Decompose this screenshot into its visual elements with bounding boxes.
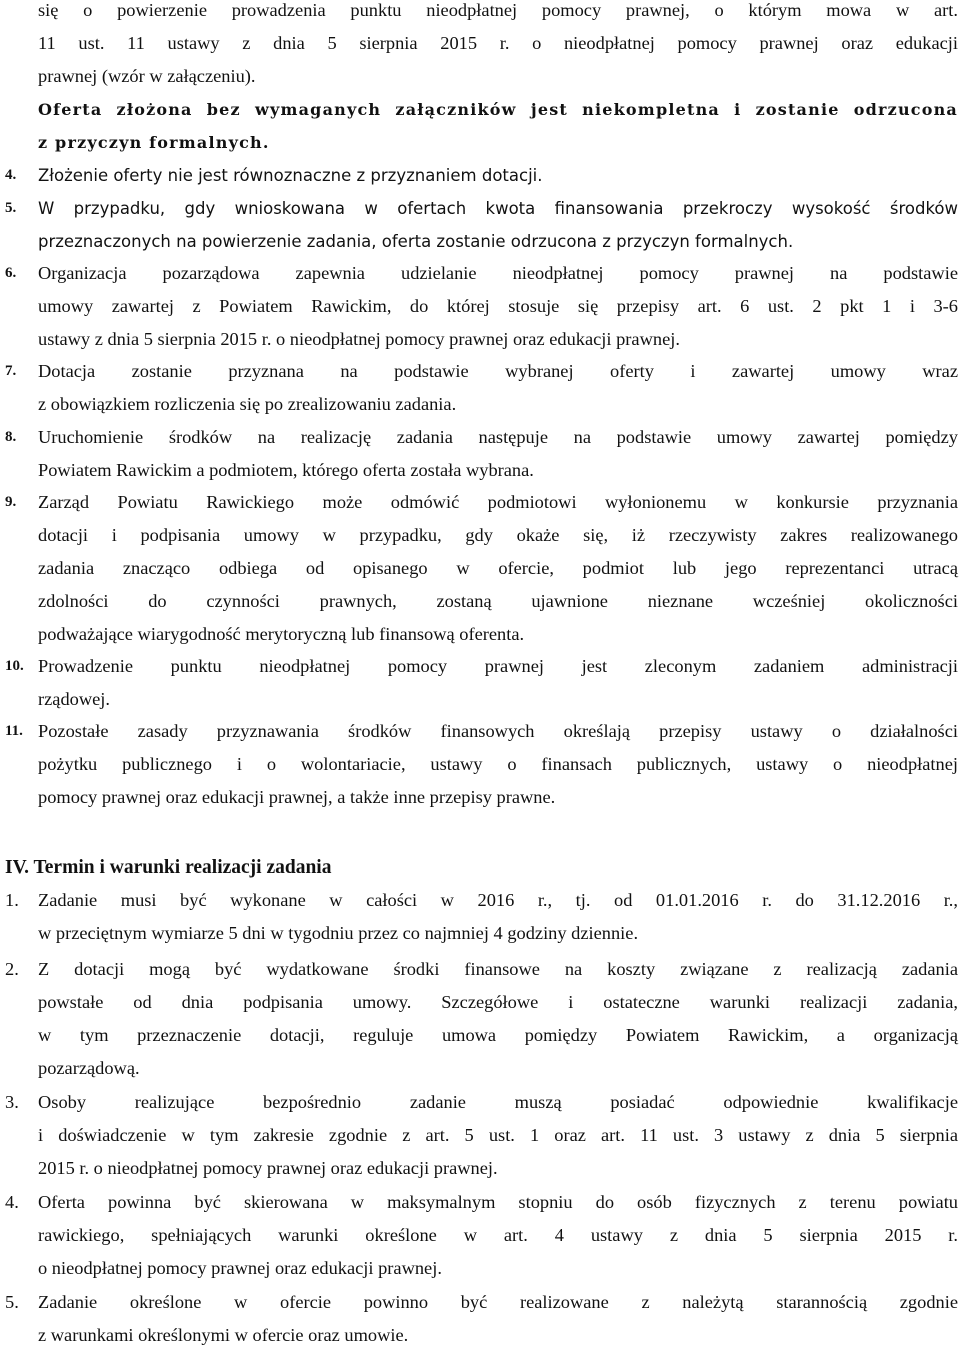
item-number: 4. <box>5 167 17 183</box>
text-line: powstałe od dnia podpisania umowy. Szczegółowe i ostateczne warunki realizacji zadania, <box>38 992 958 1012</box>
list-item <box>5 192 958 258</box>
text-line: zdolności do czynności prawnych, zostaną ujawnione nieznane wcześniej okoliczności <box>38 591 958 611</box>
text-line: Złożenie oferty nie jest równoznaczne z przyznaniem dotacji. <box>38 166 543 185</box>
text-line: umowy zawartej z Powiatem Rawickim, do której stosuje się przepisy art. 6 ust. 2 pkt 1 i 3-6 <box>38 296 958 316</box>
list-item <box>5 486 958 651</box>
text-line: ustawy z dnia 5 sierpnia 2015 r. o nieodpłatnej pomocy prawnej oraz edukacji prawnej. <box>38 329 680 349</box>
text-line: Prowadzenie punktu nieodpłatnej pomocy prawnej jest zleconym zadaniem administracji <box>38 656 958 676</box>
text-line: 2015 r. o nieodpłatnej pomocy prawnej oraz edukacji prawnej. <box>38 1158 498 1178</box>
text-line: pomocy prawnej oraz edukacji prawnej, a także inne przepisy prawne. <box>38 787 556 807</box>
item-number: 5. <box>5 200 17 216</box>
text-line: Zarząd Powiatu Rawickiego może odmówić podmiotowi wyłonionemu w konkursie przyznania <box>38 492 958 512</box>
item-number: 4. <box>5 1192 19 1212</box>
item-number: 6. <box>5 265 17 281</box>
list-item <box>5 953 958 1085</box>
item-number: 3. <box>5 1092 19 1112</box>
text-line: z obowiązkiem rozliczenia się po zrealizowaniu zadania. <box>38 394 457 414</box>
text-line: rawickiego, spełniających warunki określone w art. 4 ustawy z dnia 5 sierpnia 2015 r. <box>38 1225 958 1245</box>
text-line: Dotacja zostanie przyznana na podstawie wybranej oferty i zawartej umowy wraz <box>38 361 958 381</box>
list-item <box>5 257 958 356</box>
text-line: Oferta złożona bez wymaganych załączników jest niekompletna i zostanie odrzucona <box>38 100 958 119</box>
text-line: z przyczyn formalnych. <box>38 133 270 152</box>
text-line: Pozostałe zasady przyznawania środków finansowych określają przepisy ustawy o działalności <box>38 721 958 741</box>
text-line: i doświadczenie w tym zakresie zgodnie z art. 5 ust. 1 oraz art. 11 ust. 3 ustawy z dnia 5 sierpnia <box>38 1125 958 1145</box>
text-line: rządowej. <box>38 689 110 709</box>
text-line: prawnej (wzór w załączeniu). <box>38 66 256 86</box>
text-line: W przypadku, gdy wnioskowana w ofertach kwota finansowania przekroczy wysokość środków <box>38 199 958 218</box>
text-line: w przeciętnym wymiarze 5 dni w tygodniu przez co najmniej 4 godziny dziennie. <box>38 923 639 943</box>
list-item <box>5 159 958 192</box>
text-line: zadania znacząco odbiega od opisanego w ofercie, podmiot lub jego reprezentanci utracą <box>38 558 958 578</box>
item-number: 1. <box>5 890 19 910</box>
list-item <box>5 884 958 950</box>
text-line: podważające wiarygodność merytoryczną lub finansową oferenta. <box>38 624 525 644</box>
section-heading: IV. Termin i warunki realizacji zadania <box>5 857 332 878</box>
text-line: przeznaczonych na powierzenie zadania, oferta zostanie odrzucona z przyczyn formalnych. <box>38 232 794 251</box>
text-line: pożytku publicznego i o wolontariacie, ustawy o finansach publicznych, ustawy o nieodpłatnej <box>38 754 958 774</box>
list-item <box>5 650 958 716</box>
text-line: z warunkami określonymi w ofercie oraz umowie. <box>38 1325 409 1345</box>
list-item <box>5 1186 958 1285</box>
text-line: pozarządową. <box>38 1058 140 1078</box>
text-line: Zadanie musi być wykonane w całości w 2016 r., tj. od 01.01.2016 r. do 31.12.2016 r., <box>38 890 958 910</box>
list-item <box>5 715 958 814</box>
list-item <box>5 1086 958 1185</box>
list-item <box>5 421 958 487</box>
text-line: Powiatem Rawickim a podmiotem, którego oferta została wybrana. <box>38 460 534 480</box>
text-line: Z dotacji mogą być wydatkowane środki finansowe na koszty związane z realizacją zadania <box>38 959 958 979</box>
list-item <box>5 0 958 159</box>
text-line: Oferta powinna być skierowana w maksymalnym stopniu do osób fizycznych z terenu powiatu <box>38 1192 958 1212</box>
text-line: Organizacja pozarządowa zapewnia udzielanie nieodpłatnej pomocy prawnej na podstawie <box>38 263 958 283</box>
item-number: 11. <box>5 723 23 739</box>
text-line: Osoby realizujące bezpośrednio zadanie muszą posiadać odpowiednie kwalifikacje <box>38 1092 958 1112</box>
text-line: dotacji i podpisania umowy w przypadku, gdy okaże się, iż rzeczywisty zakres realizowanego <box>38 525 958 545</box>
item-number: 2. <box>5 959 19 979</box>
text-line: Uruchomienie środków na realizację zadania następuje na podstawie umowy zawartej pomiędzy <box>38 427 958 447</box>
list-item <box>5 355 958 421</box>
text-line: o nieodpłatnej pomocy prawnej oraz edukacji prawnej. <box>38 1258 442 1278</box>
item-number: 10. <box>5 658 24 674</box>
text-line: w tym przeznaczenie dotacji, reguluje umowa pomiędzy Powiatem Rawickim, a organizacją <box>38 1025 958 1045</box>
text-line: się o powierzenie prowadzenia punktu nieodpłatnej pomocy prawnej, o którym mowa w art. <box>38 0 958 20</box>
item-number: 9. <box>5 494 17 510</box>
text-line: 11 ust. 11 ustawy z dnia 5 sierpnia 2015 r. o nieodpłatnej pomocy prawnej oraz edukacji <box>38 33 958 53</box>
text-line: Zadanie określone w ofercie powinno być realizowane z należytą starannością zgodnie <box>38 1292 958 1312</box>
list-item <box>5 1286 958 1352</box>
item-number: 8. <box>5 429 17 445</box>
item-number: 5. <box>5 1292 19 1312</box>
item-number: 7. <box>5 363 17 379</box>
